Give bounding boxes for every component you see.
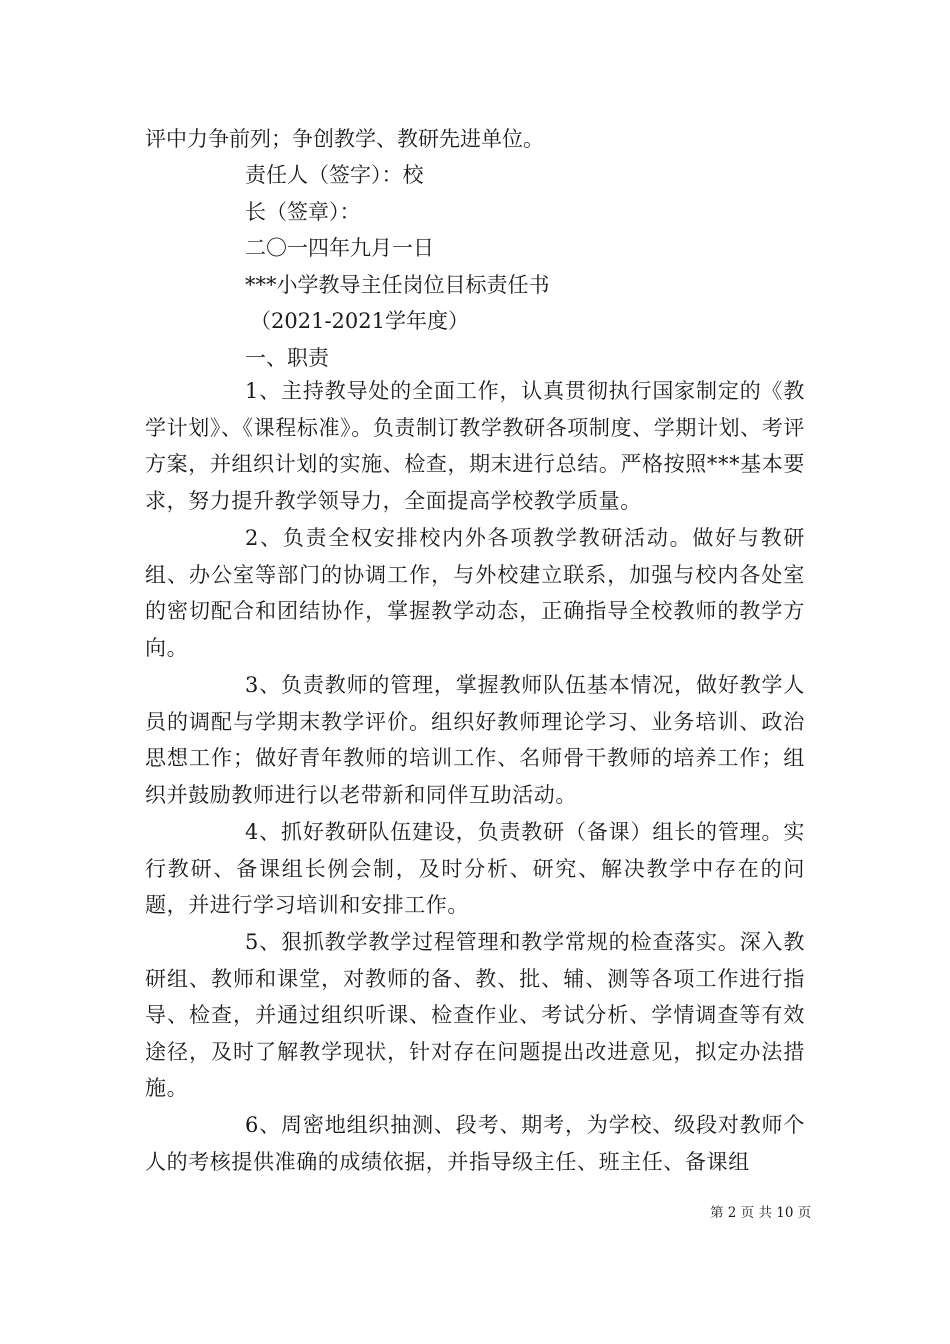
document-title: ***小学教导主任岗位目标责任书 — [245, 273, 550, 297]
paragraph-5: 5、狠抓教学教学过程管理和教学常规的检查落实。深入教研组、教师和课堂，对教师的备、教、批、辅、测等各项工作进行指导、检查，并通过组织听课、检查作业、考试分析、学情调查等有效途径，及时了解教学现状，针对存在问题提出改进意见，拟定办法措施。 — [145, 930, 805, 1101]
paragraph-1: 1、主持教导处的全面工作，认真贯彻执行国家制定的《教学计划》、《课程标准》。负责制订教学教研各项制度、学期计划、考评方案，并组织计划的实施、检查，期末进行总结。严格按照***基本要求，努力提升教学领导力，全面提高学校教学质量。 — [145, 379, 805, 513]
section-heading: 一、职责 — [245, 346, 329, 370]
seal-line: 长（签章）： — [245, 200, 361, 224]
paragraph-2: 2、负责全权安排校内外各项教学教研活动。做好与教研组、办公室等部门的协调工作，与外校建立联系，加强与校内各处室的密切配合和团结协作，掌握教学动态，正确指导全校教师的教学方向。 — [145, 526, 805, 660]
text-line-1: 评中力争前列；争创教学、教研先进单位。 — [145, 127, 544, 151]
paragraph-3: 3、负责教师的管理，掌握教师队伍基本情况，做好教学人员的调配与学期末教学评价。组织好教师理论学习、业务培训、政治思想工作；做好青年教师的培训工作、名师骨干教师的培养工作；组织并鼓励教师进行以老带新和同伴互助活动。 — [145, 673, 805, 807]
date-line: 二〇一四年九月一日 — [245, 236, 434, 260]
school-year: （2021-2021学年度） — [250, 309, 469, 333]
paragraph-6: 6、周密地组织抽测、段考、期考，为学校、级段对教师个人的考核提供准确的成绩依据，并指导级主任、班主任、备课组 — [145, 1113, 805, 1174]
signature-line: 责任人（签字）：校 — [245, 163, 424, 187]
paragraph-4: 4、抓好教研队伍建设，负责教研（备课）组长的管理。实行教研、备课组长例会制，及时分析、研究、解决教学中存在的问题，并进行学习培训和安排工作。 — [145, 820, 805, 918]
page-number-footer: 第 2 页 共 10 页 — [710, 1205, 812, 1221]
